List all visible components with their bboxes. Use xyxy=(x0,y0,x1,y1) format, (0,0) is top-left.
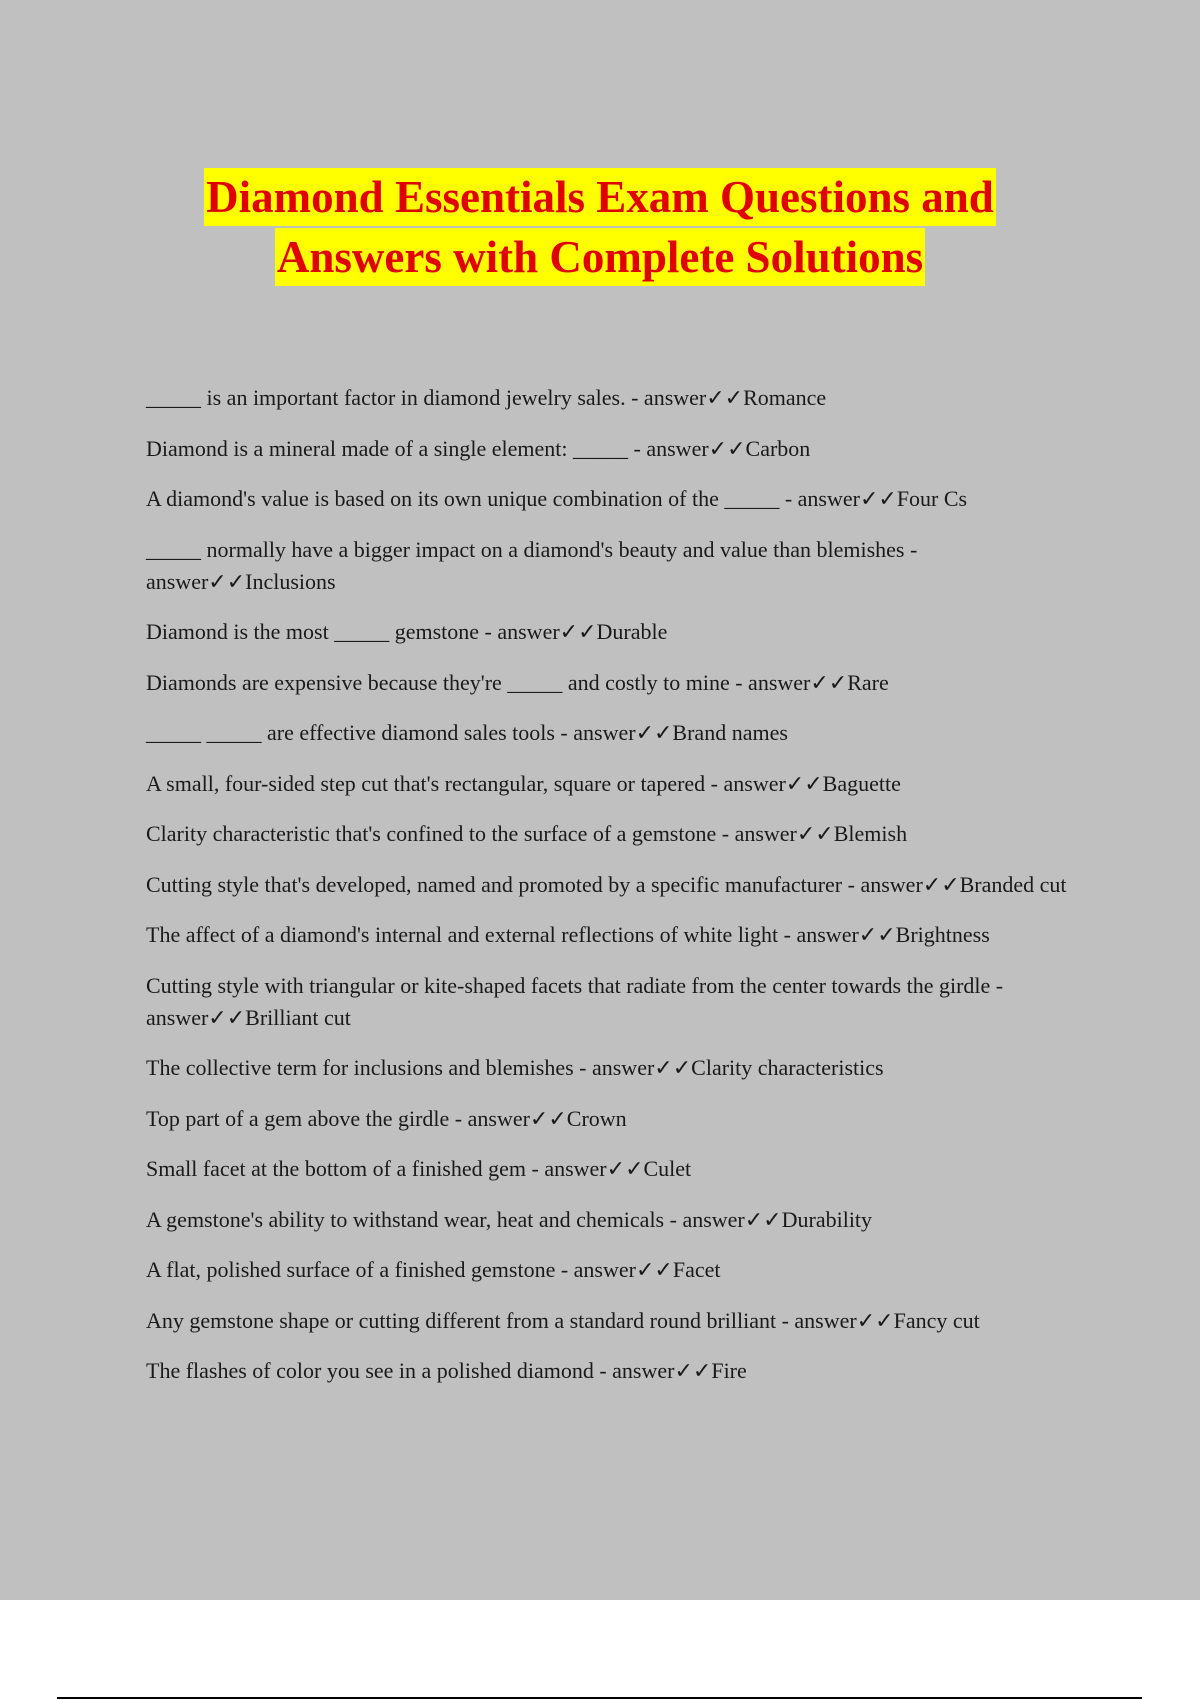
title-line-1: Diamond Essentials Exam Questions and xyxy=(204,168,996,226)
qa-item: A diamond's value is based on its own unique combination of the _____ - answer✓✓Four Cs xyxy=(146,486,968,511)
document-title xyxy=(0,168,1200,288)
qa-item: _____ normally have a bigger impact on a diamond's beauty and value than blemishes - answer✓✓Inclusions xyxy=(146,536,918,594)
footer-divider xyxy=(57,1697,1142,1699)
qa-item: A small, four-sided step cut that's rectangular, square or tapered - answer✓✓Baguette xyxy=(146,770,901,796)
qa-item: The collective term for inclusions and blemishes - answer✓✓Clarity characteristics xyxy=(146,1055,884,1080)
qa-item: The affect of a diamond's internal and external reflections of white light - answer✓✓Brightness xyxy=(146,922,990,947)
qa-item: Small facet at the bottom of a finished gem - answer✓✓Culet xyxy=(146,1156,692,1181)
qa-item: Cutting style with triangular or kite-shaped facets that radiate from the center towards the girdle - answer✓✓Brilliant cut xyxy=(146,972,1004,1030)
qa-item: Diamond is the most _____ gemstone - answer✓✓Durable xyxy=(146,619,668,644)
qa-item: Cutting style that's developed, named and promoted by a specific manufacturer - answer✓✓Branded cut xyxy=(146,871,1067,897)
qa-item: Diamond is a mineral made of a single element: _____ - answer✓✓Carbon xyxy=(146,435,811,461)
qa-item: A gemstone's ability to withstand wear, heat and chemicals - answer✓✓Durability xyxy=(146,1206,873,1232)
title-line-2: Answers with Complete Solutions xyxy=(275,228,925,286)
qa-item: _____ _____ are effective diamond sales tools - answer✓✓Brand names xyxy=(146,720,788,745)
qa-item: Diamonds are expensive because they're _____ and costly to mine - answer✓✓Rare xyxy=(146,669,889,695)
qa-item: The flashes of color you see in a polished diamond - answer✓✓Fire xyxy=(146,1358,747,1383)
qa-item: A flat, polished surface of a finished gemstone - answer✓✓Facet xyxy=(146,1257,721,1282)
qa-item: Clarity characteristic that's confined to the surface of a gemstone - answer✓✓Blemish xyxy=(146,821,908,846)
qa-item: Any gemstone shape or cutting different from a standard round brilliant - answer✓✓Fancy cut xyxy=(146,1307,980,1333)
question-answer-list xyxy=(146,382,1096,1406)
qa-item: _____ is an important factor in diamond jewelry sales. - answer✓✓Romance xyxy=(146,385,827,410)
qa-item: Top part of a gem above the girdle - answer✓✓Crown xyxy=(146,1105,627,1131)
